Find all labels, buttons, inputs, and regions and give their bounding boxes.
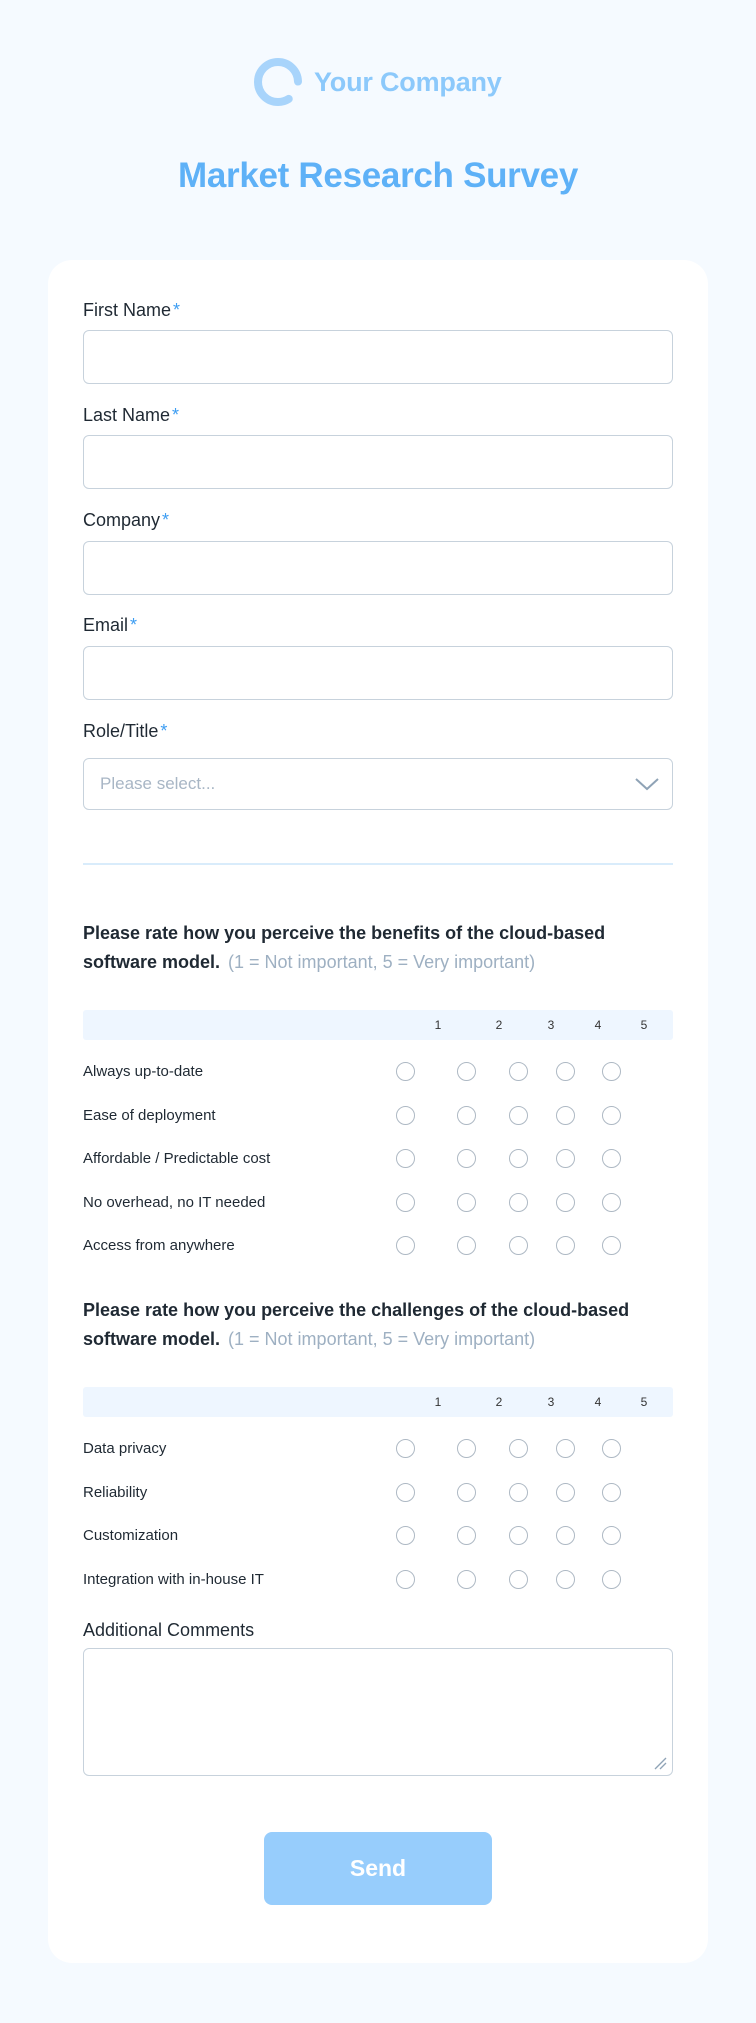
scale-label: 5 — [640, 1395, 648, 1409]
challenges-rating-radio-3[interactable] — [509, 1483, 528, 1502]
scale-label: 4 — [594, 1018, 602, 1032]
ring-logo-icon — [252, 56, 304, 108]
benefits-rating-radio-4[interactable] — [556, 1236, 575, 1255]
email-label: Email * — [83, 615, 138, 635]
challenges-question: Please rate how you perceive the challenges of the cloud-based software model. (1 = Not important, 5 = Very important) — [83, 1300, 630, 1349]
benefits-rating-radio-1[interactable] — [396, 1193, 415, 1212]
scale-label: 1 — [434, 1395, 442, 1409]
benefits-rating-radio-3[interactable] — [509, 1106, 528, 1125]
send-button[interactable]: Send — [264, 1832, 492, 1905]
challenges-row-label: Customization — [83, 1527, 179, 1544]
benefits-rating-radio-3[interactable] — [509, 1062, 528, 1081]
benefits-question: Please rate how you perceive the benefits of the cloud-based software model. (1 = Not important, 5 = Very important) — [83, 923, 606, 972]
benefits-rating-radio-4[interactable] — [556, 1106, 575, 1125]
challenges-rating-radio-1[interactable] — [396, 1483, 415, 1502]
section-divider — [83, 863, 673, 865]
resize-handle-icon[interactable] — [653, 1756, 667, 1770]
challenges-rating-radio-2[interactable] — [457, 1570, 476, 1589]
first-name-input[interactable] — [83, 330, 673, 384]
comments-textarea[interactable] — [83, 1648, 673, 1776]
challenges-rating-radio-4[interactable] — [556, 1483, 575, 1502]
scale-label: 2 — [495, 1395, 503, 1409]
challenges-rating-radio-4[interactable] — [556, 1570, 575, 1589]
chevron-down-icon — [634, 775, 660, 793]
challenges-rating-radio-3[interactable] — [509, 1526, 528, 1545]
role-label: Role/Title * — [83, 721, 168, 741]
company-input[interactable] — [83, 541, 673, 595]
comments-label: Additional Comments — [83, 1620, 255, 1640]
benefits-row-label: Ease of deployment — [83, 1106, 216, 1124]
challenges-scale-header — [83, 1387, 673, 1417]
challenges-row-label: Data privacy — [83, 1440, 167, 1457]
benefits-rating-radio-5[interactable] — [602, 1236, 621, 1255]
benefits-rating-radio-2[interactable] — [457, 1236, 476, 1255]
scale-label: 4 — [594, 1395, 602, 1409]
challenges-rating-radio-1[interactable] — [396, 1570, 415, 1589]
benefits-scale-header — [83, 1010, 673, 1040]
email-input[interactable] — [83, 646, 673, 700]
benefits-rating-radio-2[interactable] — [457, 1193, 476, 1212]
page-title: Market Research Survey — [177, 156, 579, 195]
benefits-rating-radio-3[interactable] — [509, 1193, 528, 1212]
challenges-rating-radio-2[interactable] — [457, 1483, 476, 1502]
benefits-rating-radio-4[interactable] — [556, 1149, 575, 1168]
challenges-rating-radio-2[interactable] — [457, 1526, 476, 1545]
benefits-row-label: Access from anywhere — [83, 1237, 235, 1254]
challenges-row-label: Integration with in-house IT — [83, 1570, 264, 1588]
benefits-rating-radio-4[interactable] — [556, 1062, 575, 1081]
challenges-row-label: Reliability — [83, 1483, 148, 1501]
first-name-label: First Name * — [83, 300, 181, 320]
scale-label: 3 — [547, 1395, 555, 1409]
challenges-rating-radio-2[interactable] — [457, 1439, 476, 1458]
benefits-rating-radio-3[interactable] — [509, 1149, 528, 1168]
scale-label: 2 — [495, 1018, 503, 1032]
benefits-rating-radio-5[interactable] — [602, 1106, 621, 1125]
company-logo — [252, 56, 502, 108]
challenges-rating-radio-5[interactable] — [602, 1570, 621, 1589]
challenges-rating-radio-3[interactable] — [509, 1439, 528, 1458]
survey-form — [48, 260, 708, 1963]
last-name-label: Last Name * — [83, 405, 180, 425]
scale-label: 5 — [640, 1018, 648, 1032]
benefits-rating-radio-5[interactable] — [602, 1193, 621, 1212]
challenges-rating-radio-3[interactable] — [509, 1570, 528, 1589]
benefits-rating-radio-2[interactable] — [457, 1106, 476, 1125]
scale-label: 3 — [547, 1018, 555, 1032]
benefits-rating-radio-4[interactable] — [556, 1193, 575, 1212]
challenges-rating-radio-4[interactable] — [556, 1526, 575, 1545]
benefits-rating-radio-1[interactable] — [396, 1149, 415, 1168]
benefits-row-label: Affordable / Predictable cost — [83, 1150, 271, 1167]
challenges-rating-radio-1[interactable] — [396, 1439, 415, 1458]
challenges-rating-radio-5[interactable] — [602, 1483, 621, 1502]
benefits-row-label: Always up-to-date — [83, 1063, 204, 1080]
challenges-rating-radio-5[interactable] — [602, 1526, 621, 1545]
benefits-rating-radio-3[interactable] — [509, 1236, 528, 1255]
benefits-row-label: No overhead, no IT needed — [83, 1193, 266, 1211]
scale-label: 1 — [434, 1018, 442, 1032]
benefits-rating-radio-1[interactable] — [396, 1236, 415, 1255]
challenges-rating-radio-5[interactable] — [602, 1439, 621, 1458]
benefits-rating-radio-5[interactable] — [602, 1062, 621, 1081]
last-name-input[interactable] — [83, 435, 673, 489]
challenges-rating-radio-1[interactable] — [396, 1526, 415, 1545]
benefits-rating-radio-1[interactable] — [396, 1106, 415, 1125]
role-select[interactable] — [83, 758, 673, 810]
benefits-rating-radio-2[interactable] — [457, 1149, 476, 1168]
company-label: Company * — [83, 510, 170, 530]
benefits-rating-radio-5[interactable] — [602, 1149, 621, 1168]
challenges-rating-radio-4[interactable] — [556, 1439, 575, 1458]
role-select-placeholder: Please select... — [100, 774, 216, 793]
benefits-rating-radio-1[interactable] — [396, 1062, 415, 1081]
company-name: Your Company — [314, 66, 502, 97]
benefits-rating-radio-2[interactable] — [457, 1062, 476, 1081]
